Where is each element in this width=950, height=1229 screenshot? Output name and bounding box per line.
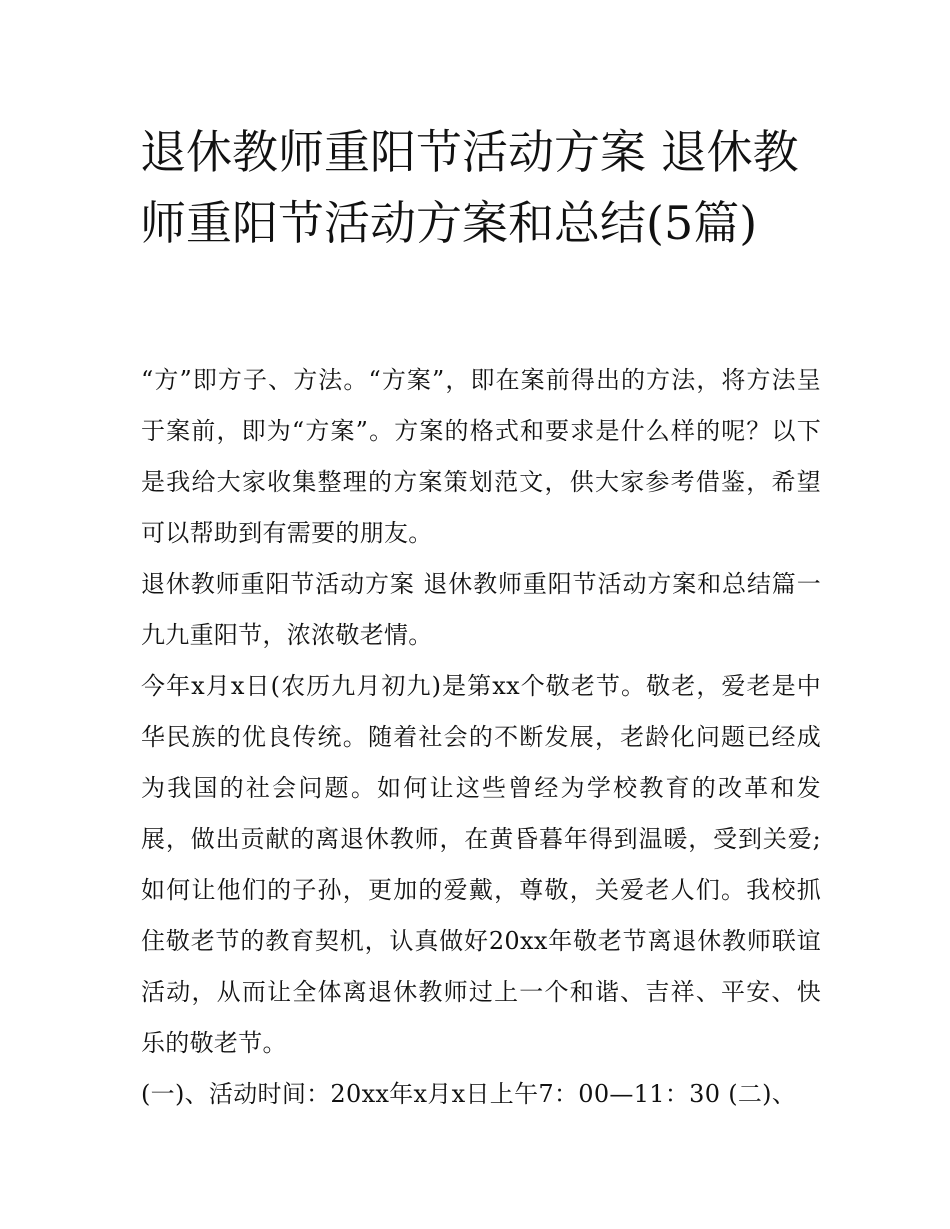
paragraph-background: 今年x月x日(农历九月初九)是第xx个敬老节。敬老，爱老是中华民族的优良传统。随着社会的不断发展，老龄化问题已经成为我国的社会问题。如何让这些曾经为学校教育的改革和发展，做出贡献的离退休教师，在黄昏暮年得到温暖，受到关爱;如何让他们的子孙，更加的爱戴，尊敬，关爱老人们。我校抓住敬老节的教育契机，认真做好20xx年敬老节离退休教师联谊活动，从而让全体离退休教师过上一个和谐、吉祥、平安、快乐的敬老节。 [141,672,821,1057]
paragraph-section-heading: 退休教师重阳节活动方案 退休教师重阳节活动方案和总结篇一 九九重阳节，浓浓敬老情。 [141,570,821,649]
paragraph-activity-time: (一)、活动时间：20xx年x月x日上午7：00—11：30 (二)、 [141,1080,797,1108]
document-title: 退休教师重阳节活动方案 退休教师重阳节活动方案和总结(5篇) [140,125,799,250]
document-body [141,355,821,1120]
paragraph-intro: “方”即方子、方法。“方案”，即在案前得出的方法，将方法呈于案前，即为“方案”。方案的格式和要求是什么样的呢？以下是我给大家收集整理的方案策划范文，供大家参考借鉴，希望可以帮助到有需要的朋友。 [141,366,821,547]
